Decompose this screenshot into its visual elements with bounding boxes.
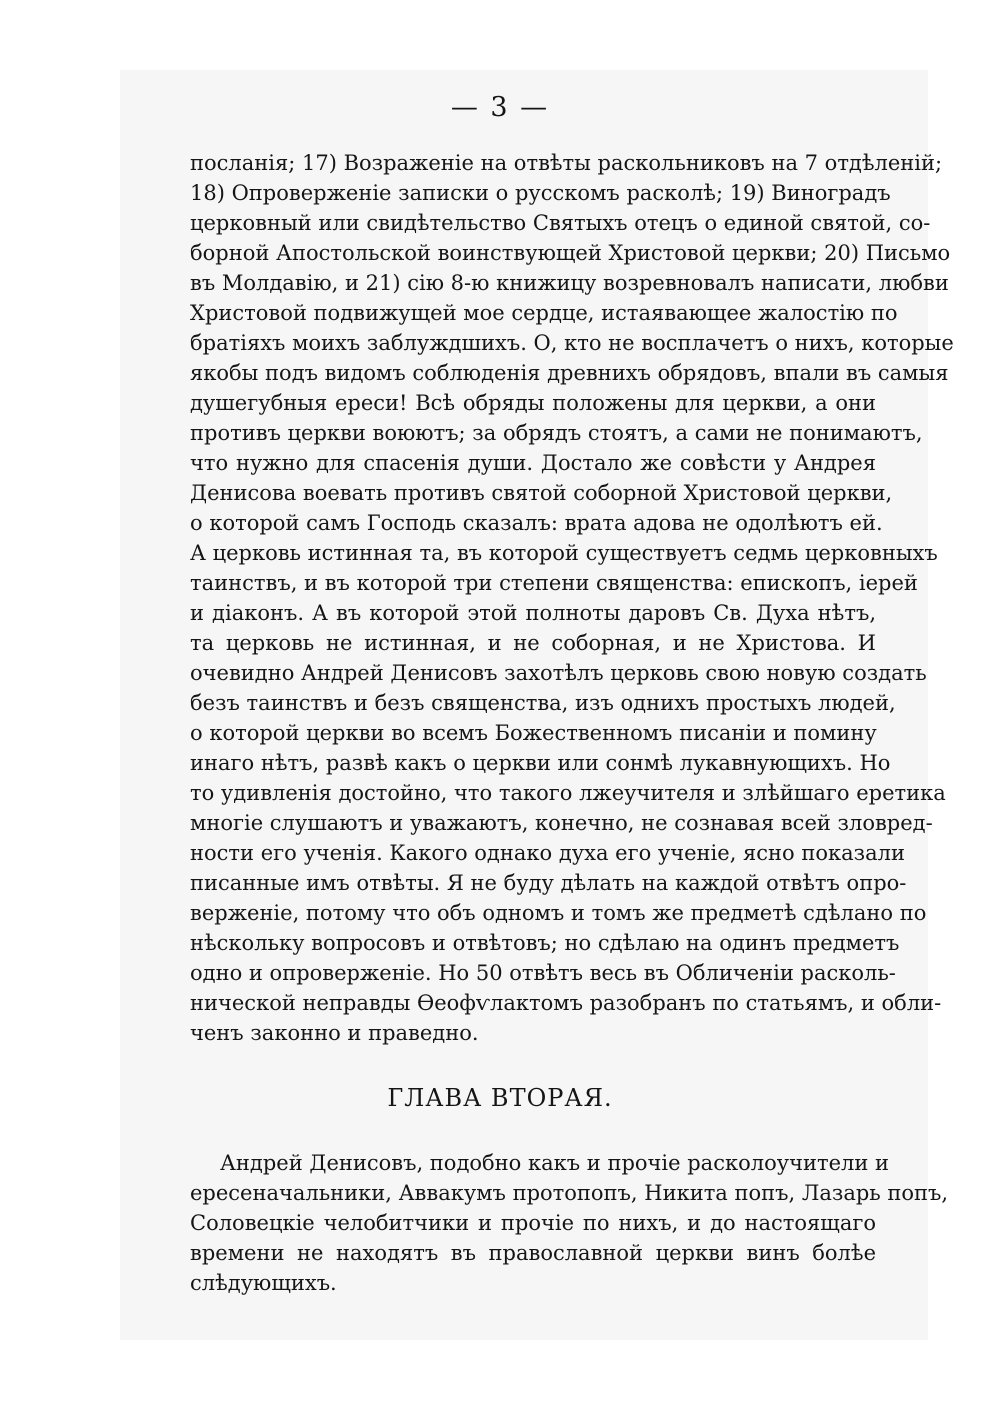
text-line: одно и опроверженіе. Но 50 отвѣтъ весь въ Обличеніи расколь- xyxy=(190,961,896,985)
chapter-title: ГЛАВА ВТОРАЯ. xyxy=(387,1084,613,1112)
body-text xyxy=(190,148,954,1048)
text-line: очевидно Андрей Денисовъ захотѣлъ церковь свою новую создать xyxy=(190,661,927,685)
text-line: многіе слушаютъ и уважаютъ, конечно, не сознавая всей зловред- xyxy=(190,811,933,835)
text-line: церковный или свидѣтельство Святыхъ отецъ о единой святой, со- xyxy=(190,211,931,235)
text-line: безъ таинствъ и безъ священства, изъ однихъ простыхъ людей, xyxy=(190,691,896,715)
text-line: противъ церкви воюютъ; за обрядъ стоятъ, а сами не понимаютъ, xyxy=(190,421,923,445)
text-line: что нужно для спасенія души. Достало же совѣсти у Андрея xyxy=(190,451,876,475)
text-line: душегубныя ереси! Всѣ обряды положены для церкви, а они xyxy=(190,391,876,415)
text-line: нѣскольку вопросовъ и отвѣтовъ; но сдѣлаю на одинъ предметъ xyxy=(190,931,900,955)
text-line: то удивленія достойно, что такого лжеучителя и злѣйшаго еретика xyxy=(190,781,946,805)
text-line: посланія; 17) Возраженіе на отвѣты раскольниковъ на 7 отдѣленій; xyxy=(190,151,943,175)
text-line: ченъ законно и праведно. xyxy=(190,1021,479,1045)
text-line: А церковь истинная та, въ которой существуетъ седмь церковныхъ xyxy=(190,541,938,565)
text-line: нической неправды Ѳеофѵлактомъ разобранъ по статьямъ, и обли- xyxy=(190,991,942,1015)
text-line: Христовой подвижущей мое сердце, истаявающее жалостію по xyxy=(190,301,898,325)
text-line: таинствъ, и въ которой три степени священства: епископъ, іерей xyxy=(190,571,918,595)
text-line: писанные имъ отвѣты. Я не буду дѣлать на каждой отвѣтъ опро- xyxy=(190,871,907,895)
text-line: братіяхъ моихъ заблуждшихъ. О, кто не восплачетъ о нихъ, которые xyxy=(190,331,954,355)
text-line: та церковь не истинная, и не соборная, и не Христова. И xyxy=(190,631,876,655)
page-number: — 3 — xyxy=(450,92,550,123)
text-line: ересеначальники, Аввакумъ протопопъ, Никита попъ, Лазарь попъ, xyxy=(190,1181,949,1205)
text-line: Денисова воевать противъ святой соборной Христовой церкви, xyxy=(190,481,893,505)
text-line: ности его ученія. Какого однако духа его ученіе, ясно показали xyxy=(190,841,905,865)
text-line: инаго нѣтъ, развѣ какъ о церкви или сонмѣ лукавнующихъ. Но xyxy=(190,751,891,775)
text-line: слѣдующихъ. xyxy=(190,1271,337,1295)
text-line: 18) Опроверженіе записки о русскомъ расколѣ; 19) Виноградъ xyxy=(190,181,891,205)
text-line: Андрей Денисовъ, подобно какъ и прочіе расколоучители и xyxy=(220,1151,890,1175)
text-line: въ Молдавію, и 21) сію 8-ю книжицу возревновалъ написати, любви xyxy=(190,271,949,295)
text-line: борной Апостольской воинствующей Христовой церкви; 20) Письмо xyxy=(190,241,951,265)
text-line: верженіе, потому что объ одномъ и томъ же предметѣ сдѣлано по xyxy=(190,901,927,925)
text-line: Соловецкіе челобитчики и прочіе по нихъ, и до настоящаго xyxy=(190,1211,876,1235)
chapter-text xyxy=(190,1148,949,1298)
text-line: и діаконъ. А въ которой этой полноты даровъ Св. Духа нѣтъ, xyxy=(190,601,876,625)
text-line: якобы подъ видомъ соблюденія древнихъ обрядовъ, впали въ самыя xyxy=(190,361,949,385)
text-line: времени не находятъ въ православной церкви винъ болѣе xyxy=(190,1241,876,1265)
text-line: о которой самъ Господь сказалъ: врата адова не одолѣютъ ей. xyxy=(190,511,883,535)
text-line: о которой церкви во всемъ Божественномъ писаніи и помину xyxy=(190,721,877,745)
